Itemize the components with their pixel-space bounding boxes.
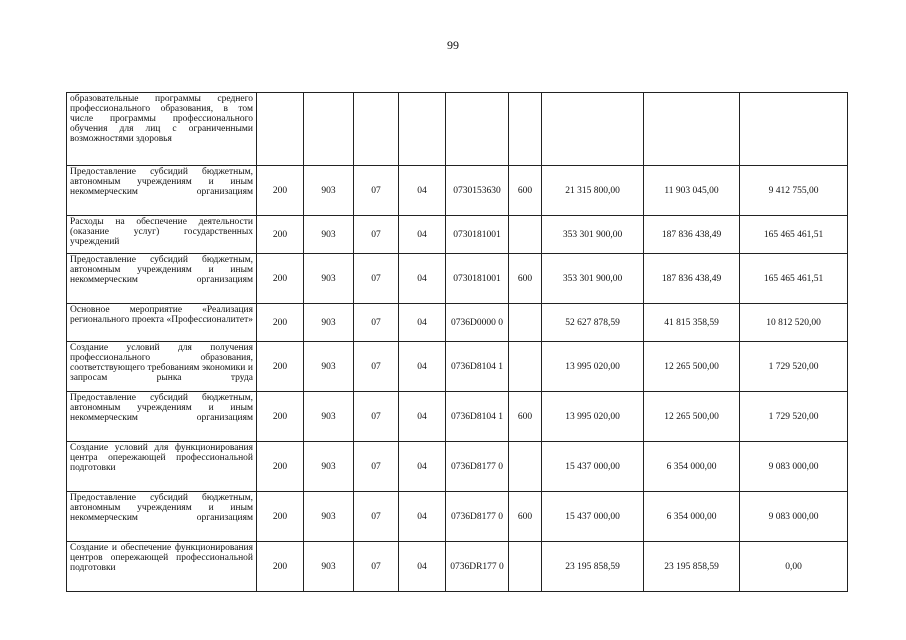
col-section: 07 (354, 254, 399, 304)
col-plan-amount: 21 315 800,00 (542, 166, 644, 216)
col-ministry: 903 (304, 166, 354, 216)
col-code: 200 (257, 166, 304, 216)
col-target-article: 0730153630 (446, 166, 509, 216)
col-ministry (304, 93, 354, 166)
row-description: Предоставление субсидий бюджетным, автономным учреждениям и иным некоммерческим организациям (67, 392, 257, 442)
col-section: 07 (354, 166, 399, 216)
col-code: 200 (257, 492, 304, 542)
col-plan-amount: 13 995 020,00 (542, 342, 644, 392)
col-ministry: 903 (304, 342, 354, 392)
col-plan-amount: 353 301 900,00 (542, 254, 644, 304)
page-number: 99 (447, 38, 459, 52)
col-ministry: 903 (304, 304, 354, 342)
col-subsection: 04 (399, 542, 446, 592)
col-expense-type: 600 (509, 166, 542, 216)
col-plan-amount: 23 195 858,59 (542, 542, 644, 592)
col-remaining-amount (740, 93, 848, 166)
col-code: 200 (257, 542, 304, 592)
col-section: 07 (354, 542, 399, 592)
col-executed-amount: 6 354 000,00 (644, 492, 740, 542)
row-description: Предоставление субсидий бюджетным, автономным учреждениям и иным некоммерческим организациям (67, 492, 257, 542)
col-subsection: 04 (399, 254, 446, 304)
col-remaining-amount: 9 412 755,00 (740, 166, 848, 216)
col-expense-type: 600 (509, 492, 542, 542)
col-target-article: 0736DR177 0 (446, 542, 509, 592)
col-expense-type: 600 (509, 254, 542, 304)
col-remaining-amount: 1 729 520,00 (740, 392, 848, 442)
col-remaining-amount: 165 465 461,51 (740, 254, 848, 304)
col-plan-amount: 52 627 878,59 (542, 304, 644, 342)
col-executed-amount: 6 354 000,00 (644, 442, 740, 492)
col-expense-type (509, 542, 542, 592)
col-executed-amount: 187 836 438,49 (644, 254, 740, 304)
col-expense-type (509, 216, 542, 254)
col-target-article: 0730181001 (446, 216, 509, 254)
row-description: Расходы на обеспечение деятельности (оказание услуг) государственных учреждений (67, 216, 257, 254)
col-code: 200 (257, 442, 304, 492)
col-target-article: 0736D8104 1 (446, 342, 509, 392)
col-section (354, 93, 399, 166)
col-section: 07 (354, 492, 399, 542)
col-executed-amount: 12 265 500,00 (644, 342, 740, 392)
table-row (67, 216, 848, 254)
col-expense-type (509, 342, 542, 392)
row-description: Основное мероприятие «Реализация регионального проекта «Профессионалитет» (67, 304, 257, 342)
col-subsection: 04 (399, 492, 446, 542)
row-description: Создание и обеспечение функционирования центров опережающей профессиональной подготовки (67, 542, 257, 592)
table-row (67, 166, 848, 216)
col-target-article: 0736D8177 0 (446, 442, 509, 492)
col-code: 200 (257, 392, 304, 442)
col-section: 07 (354, 216, 399, 254)
table-row (67, 93, 848, 166)
table-row (67, 492, 848, 542)
col-executed-amount: 12 265 500,00 (644, 392, 740, 442)
col-code: 200 (257, 254, 304, 304)
col-plan-amount: 15 437 000,00 (542, 442, 644, 492)
col-remaining-amount: 10 812 520,00 (740, 304, 848, 342)
col-ministry: 903 (304, 542, 354, 592)
col-plan-amount: 353 301 900,00 (542, 216, 644, 254)
col-subsection: 04 (399, 216, 446, 254)
col-ministry: 903 (304, 216, 354, 254)
col-remaining-amount: 165 465 461,51 (740, 216, 848, 254)
col-code: 200 (257, 342, 304, 392)
col-executed-amount (644, 93, 740, 166)
table-row (67, 254, 848, 304)
table-row (67, 392, 848, 442)
col-target-article: 0730181001 (446, 254, 509, 304)
col-section: 07 (354, 442, 399, 492)
col-code: 200 (257, 304, 304, 342)
col-executed-amount: 23 195 858,59 (644, 542, 740, 592)
col-expense-type (509, 304, 542, 342)
col-code (257, 93, 304, 166)
table-row (67, 342, 848, 392)
col-section: 07 (354, 342, 399, 392)
col-target-article: 0736D8177 0 (446, 492, 509, 542)
col-remaining-amount: 0,00 (740, 542, 848, 592)
col-ministry: 903 (304, 492, 354, 542)
col-plan-amount: 15 437 000,00 (542, 492, 644, 542)
col-remaining-amount: 9 083 000,00 (740, 442, 848, 492)
col-expense-type (509, 442, 542, 492)
col-ministry: 903 (304, 392, 354, 442)
col-code: 200 (257, 216, 304, 254)
col-subsection: 04 (399, 342, 446, 392)
col-ministry: 903 (304, 254, 354, 304)
col-plan-amount (542, 93, 644, 166)
row-description: образовательные программы среднего профессионального образования, в том числе программы профессионального обучения для лиц с ограниченными возможностями здоровья (67, 93, 257, 166)
col-expense-type (509, 93, 542, 166)
col-subsection: 04 (399, 166, 446, 216)
row-description: Создание условий для получения профессионального образования, соответствующего требованиям экономики и запросам рынка труда (67, 342, 257, 392)
col-subsection (399, 93, 446, 166)
col-target-article (446, 93, 509, 166)
col-ministry: 903 (304, 442, 354, 492)
col-executed-amount: 187 836 438,49 (644, 216, 740, 254)
col-target-article: 0736D8104 1 (446, 392, 509, 442)
col-remaining-amount: 9 083 000,00 (740, 492, 848, 542)
row-description: Предоставление субсидий бюджетным, автономным учреждениям и иным некоммерческим организациям (67, 254, 257, 304)
col-section: 07 (354, 304, 399, 342)
table-row (67, 304, 848, 342)
row-description: Предоставление субсидий бюджетным, автономным учреждениям и иным некоммерческим организациям (67, 166, 257, 216)
table-row (67, 442, 848, 492)
col-plan-amount: 13 995 020,00 (542, 392, 644, 442)
col-subsection: 04 (399, 442, 446, 492)
col-executed-amount: 41 815 358,59 (644, 304, 740, 342)
col-subsection: 04 (399, 304, 446, 342)
budget-table (66, 92, 848, 592)
col-target-article: 0736D0000 0 (446, 304, 509, 342)
col-remaining-amount: 1 729 520,00 (740, 342, 848, 392)
col-expense-type: 600 (509, 392, 542, 442)
row-description: Создание условий для функционирования центра опережающей профессиональной подготовки (67, 442, 257, 492)
col-section: 07 (354, 392, 399, 442)
col-subsection: 04 (399, 392, 446, 442)
col-executed-amount: 11 903 045,00 (644, 166, 740, 216)
table-row (67, 542, 848, 592)
